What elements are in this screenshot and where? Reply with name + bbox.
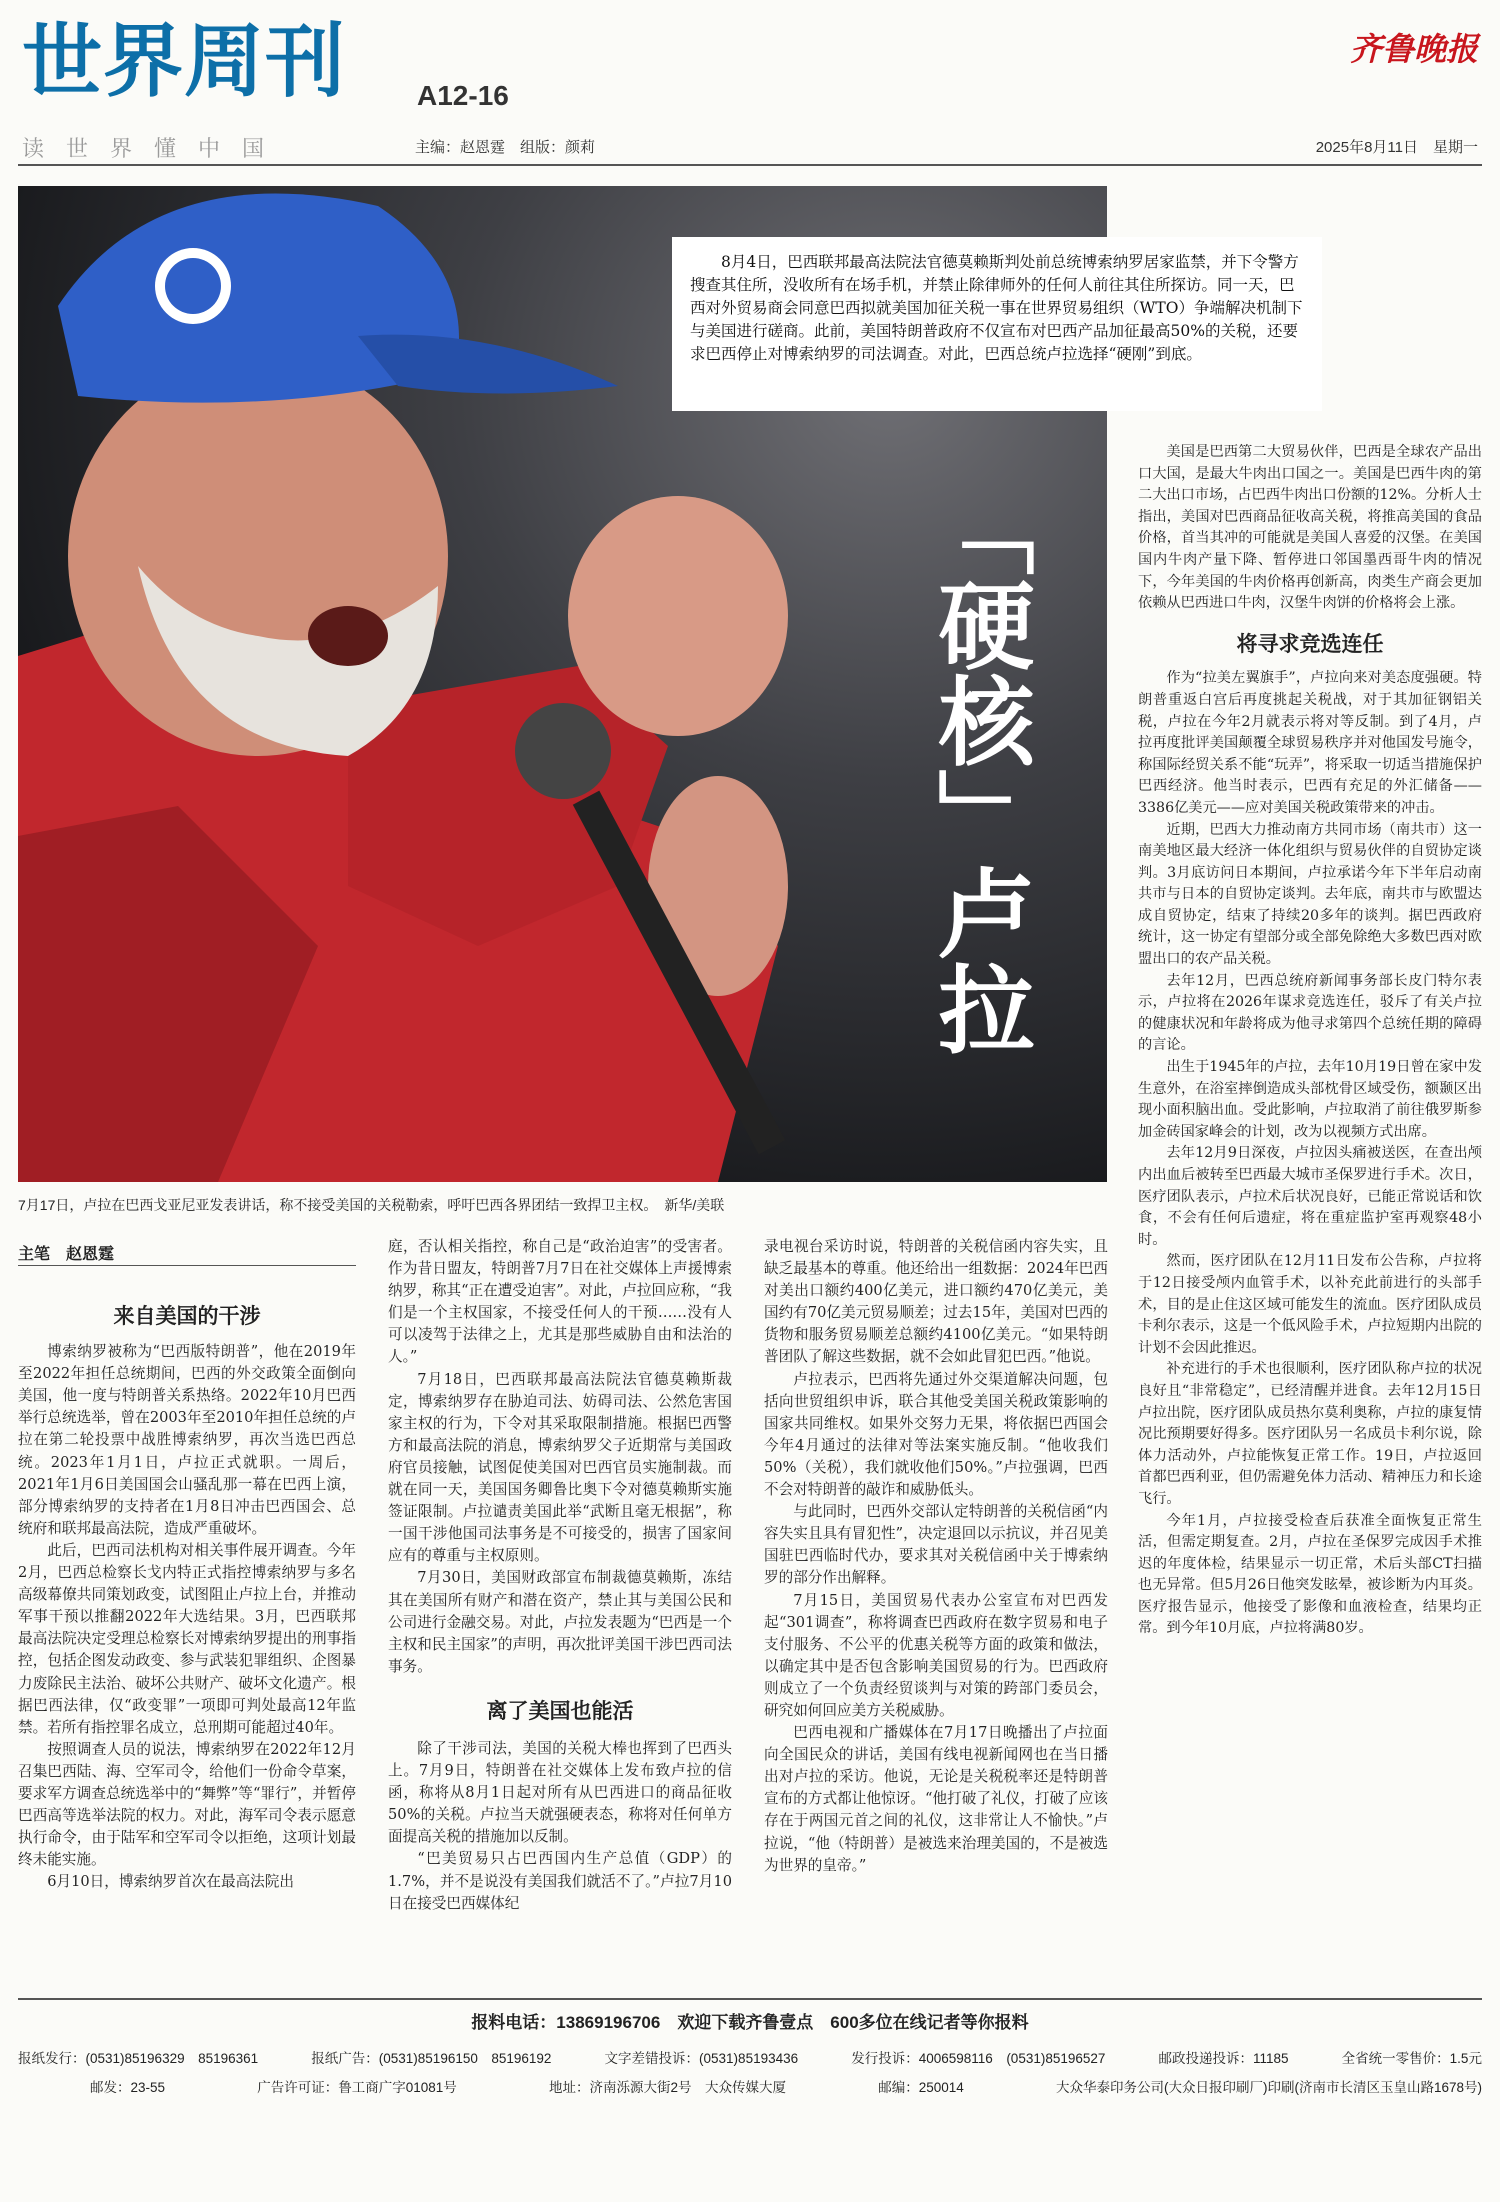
section-heading: 来自美国的干涉 [113,1303,261,1328]
masthead-slogan: 读世界懂中国 [22,137,287,162]
tip-line: 报料电话：13869196706 欢迎下载齐鲁壹点 600多位在线记者等你报料 [471,2013,1029,2032]
paragraph: 去年12月9日深夜，卢拉因头痛被送医，在查出颅内出血后被转至巴西最大城市圣保罗进行手术。次日，医疗团队表示，卢拉术后状况良好，已能正常说话和饮食，不会有任何后遗症，将在重症监护室再观察48小时。 [1138,1145,1482,1248]
issue-date: 2025年8月11日 星期一 [1315,139,1478,156]
footer-item: 邮政投递投诉：11185 [1158,2051,1289,2066]
article-column-1 [18,1305,356,1893]
footer-item: 报纸广告：(0531)85196150 85196192 [311,2051,552,2066]
paragraph: 6月10日，博索纳罗首次在最高法院出 [47,1873,294,1891]
paragraph: 出生于1945年的卢拉，去年10月19日曾在家中发生意外，在浴室摔倒造成头部枕骨区域受伤，额颞区出现小面积脑出血。受此影响，卢拉取消了前往俄罗斯参加金砖国家峰会的计划，改为以视频方式出席。 [1138,1059,1482,1140]
section-heading: 离了美国也能活 [486,1697,634,1723]
footer-item: 文字差错投诉：(0531)85193436 [604,2051,799,2066]
feature-headline: 「硬核」卢拉 [923,480,1035,1056]
footer-item: 发行投诉：4006598116 (0531)85196527 [851,2051,1106,2066]
page-number: A12-16 [417,80,509,111]
byline-rule [18,1265,356,1266]
paragraph: 美国是巴西第二大贸易伙伴，巴西是全球农产品出口大国，是最大牛肉出口国之一。美国是巴西牛肉的第二大出口市场，占巴西牛肉出口份额的12%。分析人士指出，美国对巴西商品征收高关税，将推高美国的食品价格，首当其冲的可能就是美国人喜爱的汉堡。在美国国内牛肉产量下降、暂停进口邻国墨西哥牛肉的情况下，今年美国的牛肉价格再创新高，肉类生产商会更加依赖从巴西进口牛肉，汉堡牛肉饼的价格将会上涨。 [1138,444,1482,612]
editor-credit: 主编：赵恩霆 组版：颜莉 [415,139,596,156]
footer-item: 邮发：23-55 [90,2080,166,2095]
paragraph: 7月30日，美国财政部宣布制裁德莫赖斯，冻结其在美国所有财产和潜在资产，禁止其与美国公民和公司进行金融交易。对此，卢拉发表题为“巴西是一个主权和民主国家”的声明，再次批评美国干涉巴西司法事务。 [388,1569,732,1675]
paragraph: 去年12月，巴西总统府新闻事务部长皮门特尔表示，卢拉将在2026年谋求竞选连任，驳斥了有关卢拉的健康状况和年龄将成为他寻求第四个总统任期的障碍的言论。 [1138,972,1482,1054]
paragraph: 按照调查人员的说法，博索纳罗在2022年12月召集巴西陆、海、空军司令，给他们一份命令草案，要求军方调查总统选举中的“舞弊”等“罪行”，并暂停巴西高等选举法院的权力。对此，海军司令表示愿意执行命令，由于陆军和空军司令以拒绝，这项计划最终未能实施。 [18,1740,356,1869]
paragraph: 与此同时，巴西外交部认定特朗普的关税信函“内容失实且具有冒犯性”，决定退回以示抗议，并召见美国驻巴西临时代办，要求其对关税信函中关于博索纳罗的部分作出解释。 [764,1503,1108,1587]
paragraph: 卢拉表示，巴西将先通过外交渠道解决问题，包括向世贸组织申诉，联合其他受美国关税政策影响的国家共同维权。如果外交努力无果，将依据巴西国会今年4月通过的法律对等法案实施反制。“他收我们50%（关税），我们就收他们50%。”卢拉强调，巴西不会对特朗普的敲诈和威胁低头。 [764,1370,1108,1499]
masthead-title: 世界周刊 [22,15,346,108]
paragraph: 除了干涉司法，美国的关税大棒也挥到了巴西头上。7月9日，特朗普在社交媒体上发布致卢拉的信函，称将从8月1日起对所有从巴西进口的商品征收50%的关税。卢拉当天就强硬表态，称将对任何单方面提高关税的措施加以反制。 [388,1739,732,1846]
footer-item: 邮编：250014 [878,2080,964,2095]
intro-summary: 8月4日，巴西联邦最高法院法官德莫赖斯判处前总统博索纳罗居家监禁，并下令警方搜查其住所，没收所有在场手机，并禁止除律师外的任何人前往其住所探访。同一天，巴西对外贸易商会同意巴西拟就美国加征关税一事在世界贸易组织（WTO）争端解决机制下与美国进行磋商。此前，美国特朗普政府不仅宣布对巴西产品加征最高50%的关税，还要求巴西停止对博索纳罗的司法调查。对此，巴西总统卢拉选择“硬刚”到底。 [672,237,1322,411]
footer-item: 报纸发行：(0531)85196329 85196361 [18,2051,259,2066]
paragraph: 补充进行的手术也很顺利，医疗团队称卢拉的状况良好且“非常稳定”，已经清醒并进食。去年12月15日卢拉出院，医疗团队成员热尔莫利奥称，卢拉的康复情况比预期要好得多。医疗团队另一名成员卡利尔说，除体力活动外，卢拉能恢复正常工作。19日，卢拉返回首都巴西利亚，但仍需避免体力活动、精神压力和长途飞行。 [1138,1361,1482,1507]
publisher-line [90,2076,1482,2096]
paragraph: 录电视台采访时说，特朗普的关税信函内容失实，且缺乏最基本的尊重。他还给出一组数据：2024年巴西对美出口额约400亿美元，进口额约470亿美元，美国约有70亿美元贸易顺差；过去15年，美国对巴西的货物和服务贸易顺差总额约4100亿美元。“如果特朗普团队了解这些数据，就不会如此冒犯巴西。”他说。 [764,1238,1108,1366]
footer-item: 大众华泰印务公司(大众日报印刷厂)印刷(济南市长清区玉皇山路1678号) [1055,2080,1482,2095]
newspaper-logo: 齐鲁晚报 [1349,30,1478,68]
paragraph: 此后，巴西司法机构对相关事件展开调查。今年2月，巴西总检察长戈内特正式指控博索纳罗与多名高级幕僚共同策划政变，试图阻止卢拉上台，并推动军事干预以推翻2022年大选结果。3月，巴西联邦最高法院决定受理总检察长对博索纳罗提出的刑事指控，包括企图发动政变、参与武装犯罪组织、企图暴力废除民主法治、破坏公共财产、破坏文化遗产。根据巴西法律，仅“政变罪”一项即可判处最高12年监禁。若所有指控罪名成立，总刑期可能超过40年。 [18,1541,356,1736]
paragraph: 巴西电视和广播媒体在7月17日晚播出了卢拉面向全国民众的讲话，美国有线电视新闻网也在当日播出对卢拉的采访。他说，无论是关税税率还是特朗普宣布的方式都让他惊讶。“他打破了礼仪，打破了应该存在于两国元首之间的礼仪，这非常让人不愉快。”卢拉说，“他（特朗普）是被选来治理美国的，不是被选为世界的皇帝。” [764,1724,1108,1874]
contact-line [18,2047,1482,2067]
paragraph: 然而，医疗团队在12月11日发布公告称，卢拉将于12日接受颅内血管手术，以补充此前进行的头部手术，目的是止住这区域可能发生的流血。医疗团队成员卡利尔表示，这是一个低风险手术，卢拉短期内出院的计划不会因此推迟。 [1138,1253,1482,1356]
paragraph: 7月18日，巴西联邦最高法院法官德莫赖斯裁定，博索纳罗存在胁迫司法、妨碍司法、公然危害国家主权的行为，下令对其采取限制措施。根据巴西警方和最高法院的消息，博索纳罗父子近期常与美国政府官员接触，试图促使美国对巴西官员实施制裁。而就在同一天，美国国务卿鲁比奥下令对德莫赖斯实施签证限制。卢拉谴责美国此举“武断且毫无根据”，称一国干涉他国司法事务是不可接受的，损害了国家间应有的尊重与主权原则。 [388,1370,732,1565]
article-column-4 [1138,442,1482,1640]
paragraph: 作为“拉美左翼旗手”，卢拉向来对美态度强硬。特朗普重返白宫后再度挑起关税战，对于其加征钢铝关税，卢拉在今年2月就表示将对等反制。到了4月，卢拉再度批评美国颠覆全球贸易秩序并对他国发号施令，称国际经贸关系不能“玩弄”，将采取一切适当措施保护巴西经济。他当时表示，巴西有充足的外汇储备——3386亿美元——应对美国关税政策带来的冲击。 [1138,670,1482,816]
paragraph: 今年1月，卢拉接受检查后获准全面恢复正常生活，但需定期复查。2月，卢拉在圣保罗完成因手术推迟的年度体检，结果显示一切正常，术后头部CT扫描也无异常。但5月26日他突发眩晕，被诊断为内耳炎。医疗报告显示，他接受了影像和血液检查，结果均正常。到今年10月底，卢拉将满80岁。 [1138,1512,1482,1637]
byline: 主笔 赵恩霆 [18,1246,115,1263]
footer-item: 广告许可证：鲁工商广字01081号 [257,2080,457,2095]
masthead-rule [18,164,1482,166]
paragraph: 7月15日，美国贸易代表办公室宣布对巴西发起“301调查”，称将调查巴西政府在数字贸易和电子支付服务、不公平的优惠关税等方面的政策和做法，以确定其中是否包含影响美国贸易的行为。巴西政府则成立了一个负责经贸谈判与对策的跨部门委员会，研究如何回应美方关税威胁。 [764,1591,1108,1719]
article-column-2 [388,1236,732,1915]
paragraph: “巴美贸易只占巴西国内生产总值（GDP）的1.7%，并不是说没有美国我们就活不了。”卢拉7月10日在接受巴西媒体纪 [388,1850,732,1912]
section-heading: 将寻求竞选连任 [1236,630,1384,656]
paragraph: 近期，巴西大力推动南方共同市场（南共市）这一南美地区最大经济一体化组织与贸易伙伴的自贸协定谈判。3月底访问日本期间，卢拉承诺今年下半年启动南共市与日本的自贸协定谈判。去年底，南共市与欧盟达成自贸协定，结束了持续20多年的谈判。据巴西政府统计，这一协定有望部分或全部免除绝大多数巴西对欧盟出口的农产品关税。 [1138,821,1482,968]
paragraph: 庭，否认相关指控，称自己是“政治迫害”的受害者。作为昔日盟友，特朗普7月7日在社交媒体上声援博索纳罗，称其“正在遭受迫害”。对此，卢拉回应称，“我们是一个主权国家，不接受任何人的干预……没有人可以凌驾于法律之上，尤其是那些威胁自由和法治的人。” [388,1238,732,1366]
article-column-3 [764,1236,1108,1877]
photo-caption: 7月17日，卢拉在巴西戈亚尼亚发表讲话，称不接受美国的关税勒索，呼吁巴西各界团结一致捍卫主权。 新华/美联 [18,1197,725,1213]
footer-item: 地址：济南泺源大街2号 大众传媒大厦 [548,2080,786,2095]
footer-item: 全省统一零售价：1.5元 [1341,2051,1482,2066]
paragraph: 博索纳罗被称为“巴西版特朗普”，他在2019年至2022年担任总统期间，巴西的外交政策全面倒向美国，他一度与特朗普关系热络。2022年10月巴西举行总统选举，曾在2003年至2010年担任总统的卢拉在第二轮投票中战胜博索纳罗，再次当选巴西总统。2023年1月1日，卢拉正式就职。一周后，2021年1月6日美国国会山骚乱那一幕在巴西上演，部分博索纳罗的支持者在1月8日冲击巴西国会、总统府和联邦最高法院，造成严重破坏。 [18,1343,356,1537]
footer-rule [18,1998,1482,2000]
